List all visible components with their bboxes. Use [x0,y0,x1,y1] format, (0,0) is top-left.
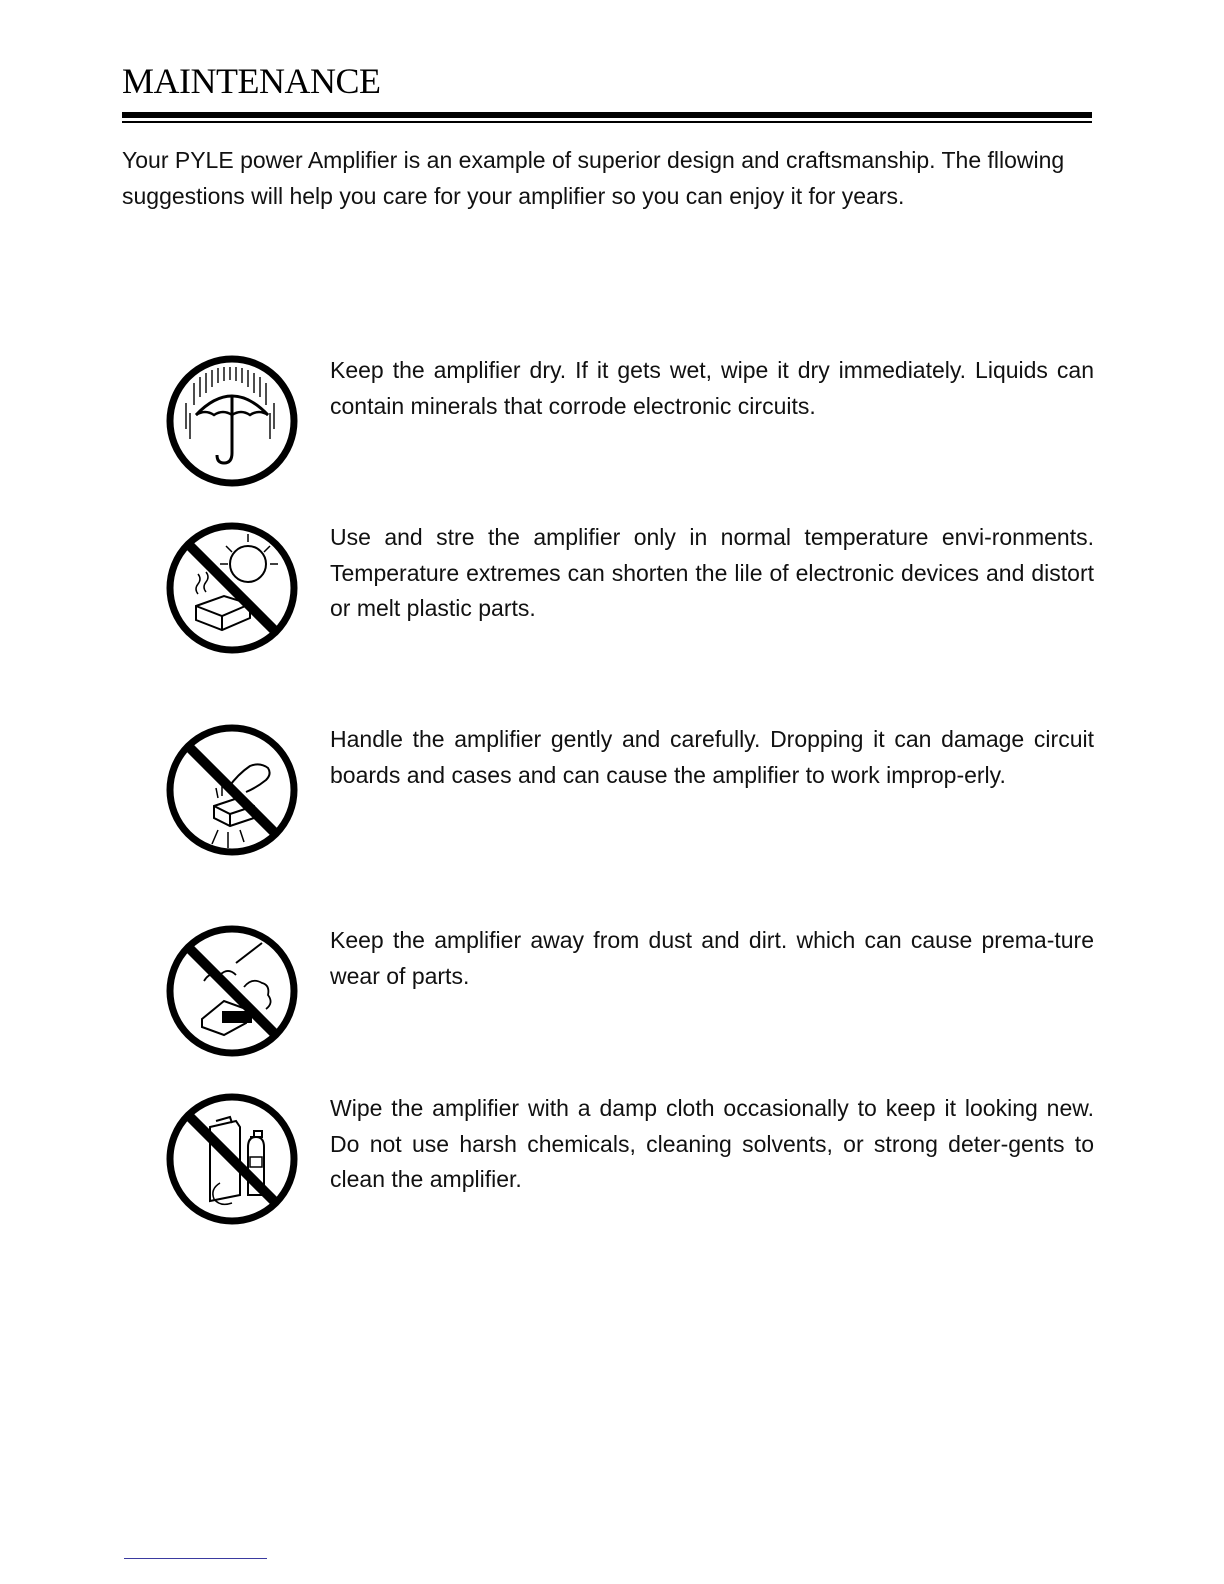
no-heat-sun-icon [164,520,300,656]
no-dropping-icon [164,722,300,858]
footer-rule [124,1558,267,1559]
no-dust-icon [164,923,300,1059]
item-text-cleaning: Wipe the amplifier with a damp cloth occasionally to keep it looking new. Do not use harsh chemicals, cleaning solvents, or strong deter-gents to clean the amplifier. [330,1095,1094,1192]
item-text-dry: Keep the amplifier dry. If it gets wet, wipe it dry immediately. Liquids can contain minerals that corrode electronic circuits. [330,357,1094,419]
title-rule-thin [122,121,1092,123]
intro-paragraph: Your PYLE power Amplifier is an example of superior design and craftsmanship. The fllowing suggestions will help you care for your amplifier so you can enjoy it for years. [122,147,1065,209]
page-title: MAINTENANCE [122,61,381,101]
maintenance-item-temperature [150,520,1100,680]
no-chemicals-icon [164,1091,300,1227]
title-rule-thick [122,112,1092,118]
maintenance-item-handling [150,722,1100,882]
maintenance-item-cleaning [150,1091,1100,1251]
item-text-handling: Handle the amplifier gently and carefully. Dropping it can damage circuit boards and cases and can cause the amplifier to work improp-erly. [330,726,1094,788]
umbrella-rain-icon [164,353,300,489]
maintenance-item-dry [150,353,1100,513]
item-text-temperature: Use and stre the amplifier only in normal temperature envi-ronments. Temperature extremes can shorten the lile of electronic devices and distort or melt plastic parts. [330,524,1094,621]
item-text-dust: Keep the amplifier away from dust and dirt. which can cause prema-ture wear of parts. [330,927,1094,989]
maintenance-item-dust [150,923,1100,1083]
